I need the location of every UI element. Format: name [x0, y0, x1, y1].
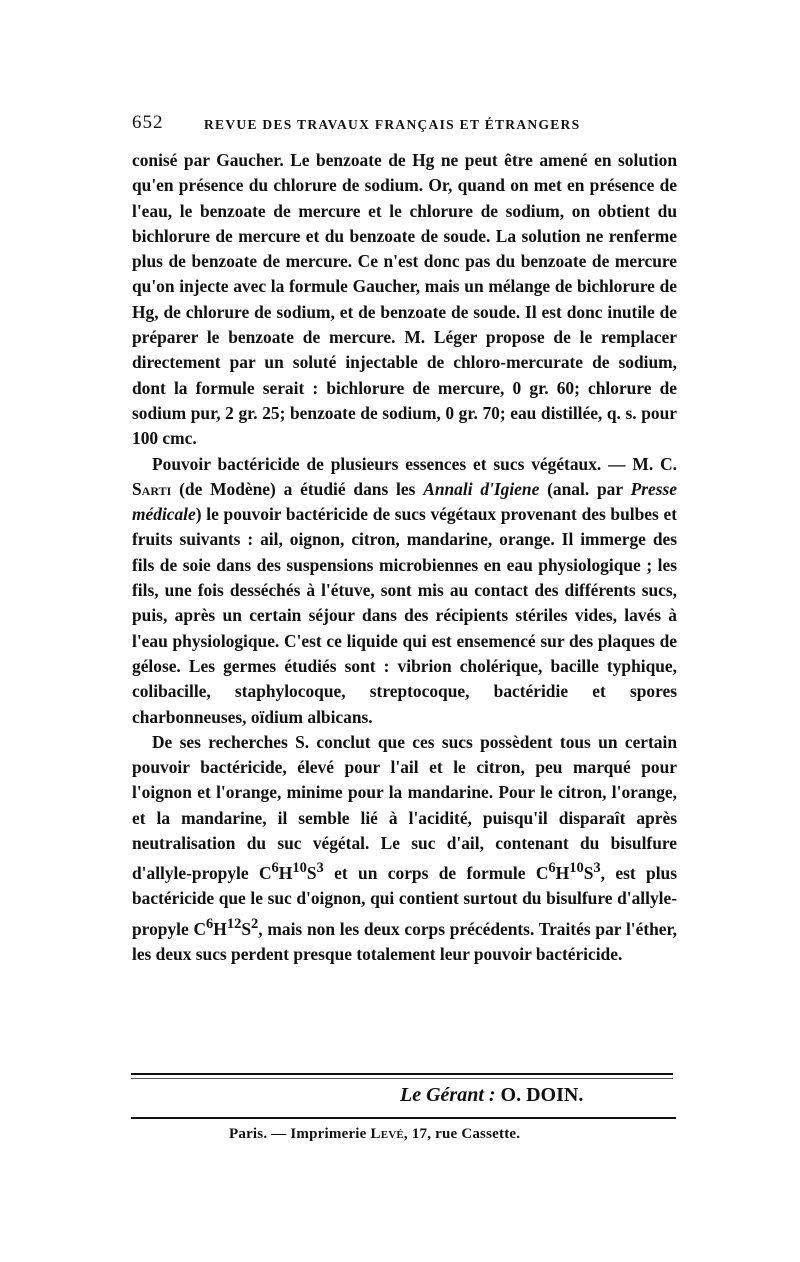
- section-dash: —: [608, 453, 626, 474]
- page-number: 652: [132, 112, 164, 133]
- imprint-line: [229, 1126, 520, 1143]
- footer-rule-thick: [131, 1073, 673, 1075]
- formula1-mid-b: S: [306, 863, 317, 884]
- section-paragraph: [132, 452, 677, 730]
- formula3-sub-c: 2: [251, 915, 259, 932]
- formula3-sub-a: 6: [206, 915, 214, 932]
- formula1-sub-b: 10: [292, 860, 307, 877]
- footer-rule-thin: [131, 1078, 673, 1079]
- conclusion-paragraph: [132, 730, 677, 967]
- section-title: Pouvoir bactéricide de plusieurs essences et sucs végétaux.: [152, 453, 602, 474]
- imprint-city: Paris.: [229, 1126, 268, 1142]
- section-text-3: ) le pouvoir bactéricide de sucs végétaux provenant des bulbes et fruits suivants : ail, oignon, citron, mandarine, orange. Il immerge des fils de soie dans des suspensions microbiennes en eau physiologique ; les fils, une fois desséchés à l'étuve, sont mis au contact des différents sucs, puis, après un certain séjour dans des récipients stériles vides, lavés à l'eau physiologique. C'est ce liquide qui est ensemencé sur des plaques de gélose. Les germes étudiés sont : vibrion cholérique, bacille typhique, colibacille, staphylocoque, streptocoque, bactéridie et spores charbonneuses, oïdium albicans.: [132, 504, 677, 727]
- para3-b: et un corps de formule C: [323, 863, 549, 884]
- para3-a: De ses recherches S. conclut que ces sucs possèdent tous un certain pouvoir bactéricide, élevé pour l'ail et le citron, peu marqué pour l'oignon et l'orange, minime pour la mandarine. Pour le citron, l'orange, et la mandarine, il semble lié à l'acidité, puisqu'il disparaît après neutralisation du suc végétal. Le suc d'ail, contenant du bisulfure d'allyle-propyle C: [132, 731, 677, 884]
- imprint-address: , 17, rue Cassette.: [403, 1126, 521, 1142]
- formula2-mid-a: H: [555, 863, 570, 884]
- section-text-2: (anal. par: [547, 478, 623, 499]
- page: [132, 112, 677, 967]
- author-initial: M. C.: [632, 453, 677, 474]
- imprint-rule: [131, 1117, 676, 1119]
- running-title: REVUE DES TRAVAUX FRANÇAIS ET ÉTRANGERS: [204, 117, 581, 132]
- body-text: [132, 148, 677, 967]
- para3-d: , mais non les deux corps précédents. Traités par l'éther, les deux sucs perdent presque totalement leur pouvoir bactéricide.: [132, 918, 677, 964]
- formula2-sub-b: 10: [569, 860, 584, 877]
- formula3-mid-b: S: [241, 918, 251, 939]
- imprint-printer: Imprimerie: [290, 1126, 367, 1142]
- gerant-line: [400, 1084, 583, 1107]
- formula2-mid-b: S: [583, 863, 594, 884]
- imprint-dash: —: [271, 1126, 287, 1142]
- formula3-sub-b: 12: [226, 915, 242, 932]
- paragraph-continuation: conisé par Gaucher. Le benzoate de Hg ne peut être amené en solution qu'en présence du chlorure de sodium. Or, quand on met en présence de l'eau, le benzoate de mercure et le chlorure de sodium, on obtient du bichlorure de mercure et du benzoate de soude. La solution ne renferme plus de benzoate de mercure. Ce n'est donc pas du benzoate de mercure qu'on injecte avec la formule Gaucher, mais un mélange de bichlorure de Hg, de chlorure de sodium, et de benzoate de soude. Il est donc inutile de préparer le benzoate de mercure. M. Léger propose de le remplacer directement par un soluté injectable de chloro-mercurate de sodium, dont la formule serait : bichlorure de mercure, 0 gr. 60; chlorure de sodium pur, 2 gr. 25; benzoate de sodium, 0 gr. 70; eau distillée, q. s. pour 100 cmc.: [132, 150, 677, 449]
- source-title: Presse médicale: [132, 478, 677, 525]
- author-name: Sarti: [132, 478, 172, 499]
- formula1-sub-a: 6: [271, 860, 279, 877]
- formula2-sub-c: 3: [593, 860, 601, 877]
- journal-title: Annali d'Igiene: [423, 478, 540, 499]
- formula3-mid-a: H: [213, 918, 227, 939]
- section-text-1: (de Modène) a étudié dans les: [179, 478, 416, 499]
- running-head: [132, 112, 677, 142]
- formula2-sub-a: 6: [548, 860, 556, 877]
- gerant-name: O. DOIN.: [500, 1084, 584, 1106]
- formula1-sub-c: 3: [316, 860, 324, 877]
- formula1-mid-a: H: [278, 863, 293, 884]
- imprint-name: Levé: [370, 1126, 404, 1142]
- para3-c: , est plus bactéricide que le suc d'oignon, qui contient surtout du bisulfure d'allyle-propyle C: [132, 863, 677, 939]
- gerant-label: Le Gérant :: [400, 1084, 496, 1106]
